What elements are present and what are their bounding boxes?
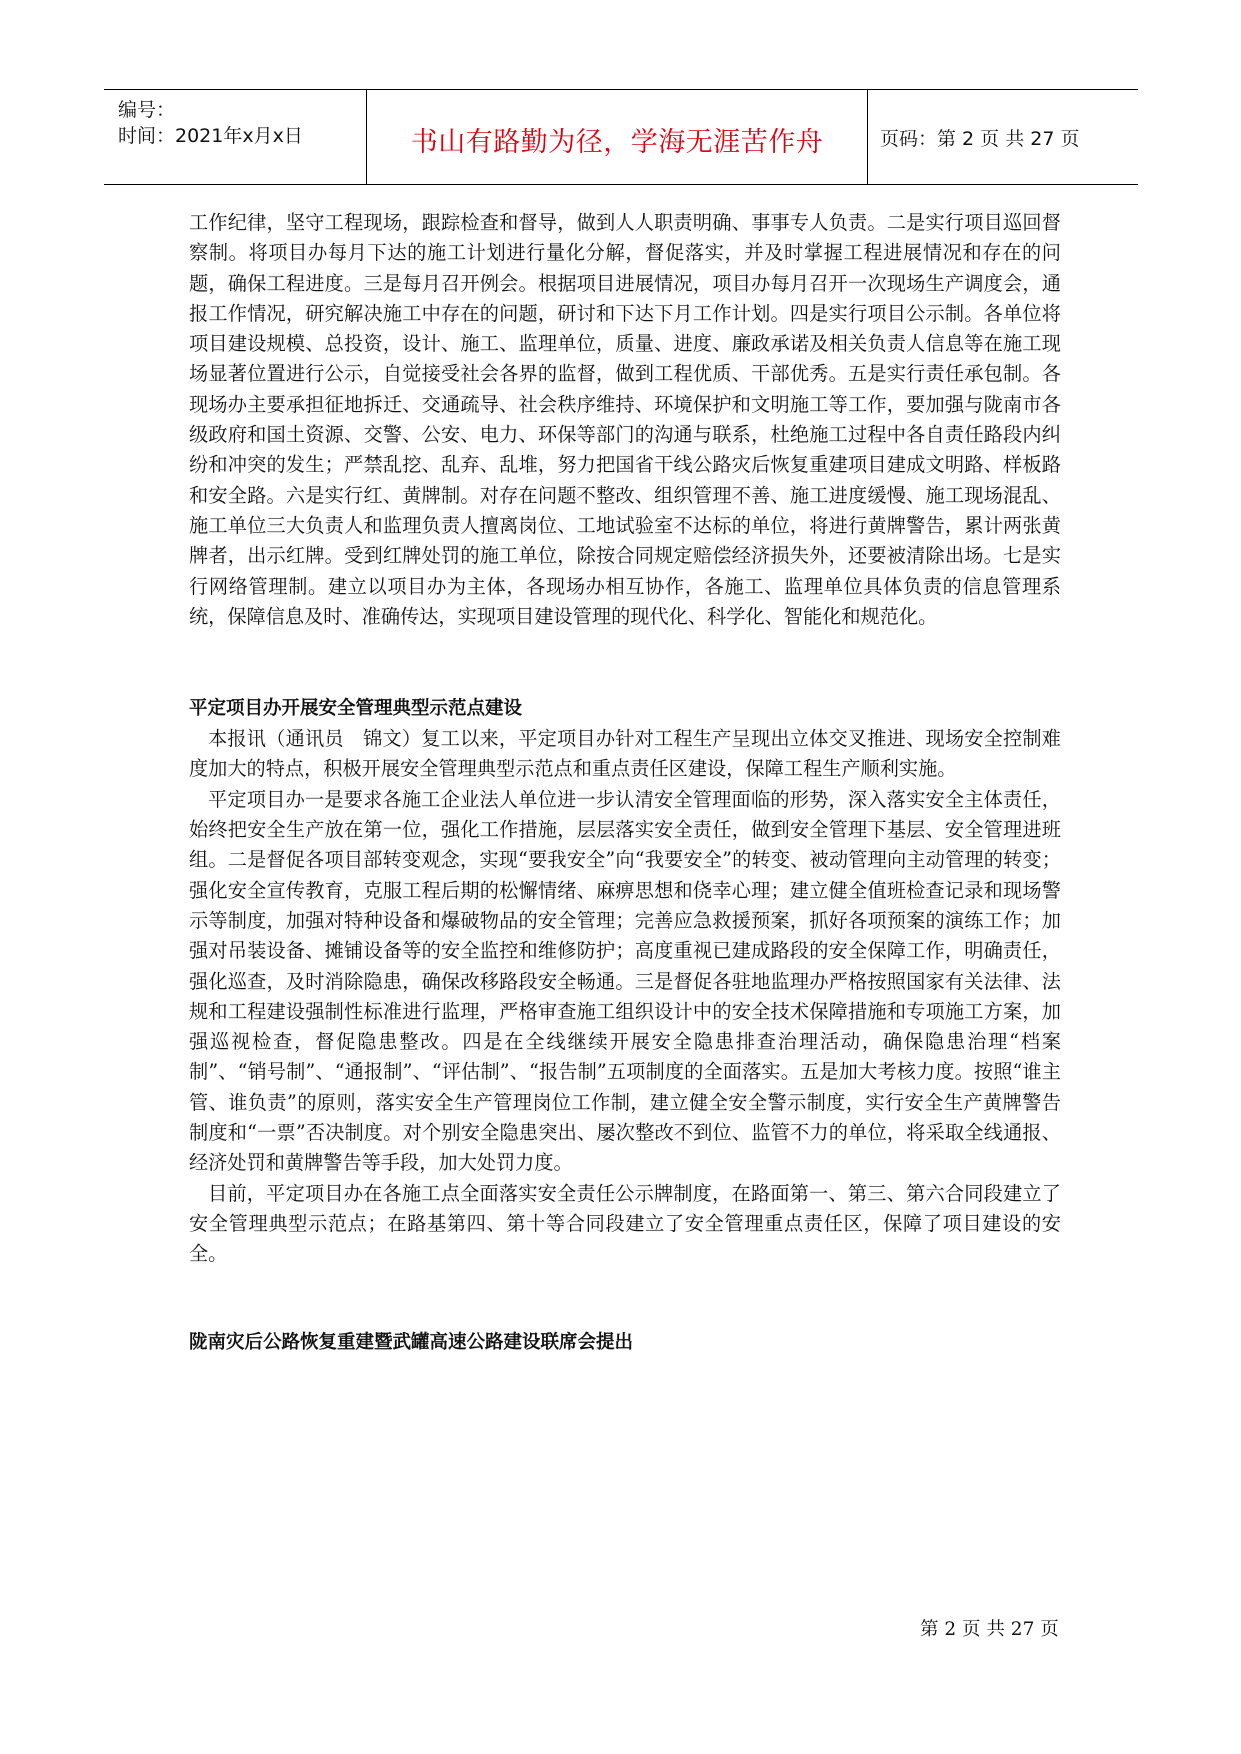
section-spacer (189, 1270, 1061, 1328)
page-footer: 第 2 页 共 27 页 (920, 1619, 1059, 1640)
header-motto-cell (366, 90, 868, 184)
header-meta (104, 90, 366, 184)
article-paragraph: 目前，平定项目办在各施工点全面落实安全责任公示牌制度，在路面第一、第三、第六合同段建立了安全管理典型示范点；在路基第四、第十等合同段建立了安全管理重点责任区，保障了项目建设的安全。 (189, 1181, 1061, 1266)
header-page-cell (868, 90, 1138, 184)
header-page-code: 页码：第 2 页 共 27 页 (880, 128, 1080, 150)
article-paragraph: 平定项目办一是要求各施工企业法人单位进一步认清安全管理面临的形势，深入落实安全主体责任，始终把安全生产放在第一位，强化工作措施，层层落实安全责任，做到安全管理下基层、安全管理进班组。二是督促各项目部转变观念，实现“要我安全”向“我要安全”的转变、被动管理向主动管理的转变；强化安全宣传教育，克服工程后期的松懈情绪、麻痹思想和侥幸心理；建立健全值班检查记录和现场警示等制度，加强对特种设备和爆破物品的安全管理；完善应急救援预案，抓好各项预案的演练工作；加强对吊装设备、摊铺设备等的安全监控和维修防护；高度重视已建成路段的安全保障工作，明确责任，强化巡查，及时消除隐患，确保改移路段安全畅通。三是督促各驻地监理办严格按照国家有关法律、法规和工程建设强制性标准进行监理，严格审查施工组织设计中的安全技术保障措施和专项施工方案，加强巡视检查，督促隐患整改。四是在全线继续开展安全隐患排查治理活动，确保隐患治理“档案制”、“销号制”、“通报制”、“评估制”、“报告制”五项制度的全面落实。五是加大考核力度。按照“谁主管、谁负责”的原则，落实安全生产管理岗位工作制，建立健全安全警示制度，实行安全生产黄牌警告制度和“一票”否决制度。对个别安全隐患突出、屡次整改不到位、监管不力的单位，将采取全线通报、经济处罚和黄牌警告等手段，加大处罚力度。 (189, 787, 1061, 1175)
section-spacer (189, 632, 1061, 694)
article-title: 平定项目办开展安全管理典型示范点建设 (189, 698, 523, 720)
article-title: 陇南灾后公路恢复重建暨武罐高速公路建设联席会提出 (189, 1331, 634, 1353)
header-motto: 书山有路勤为径，学海无涯苦作舟 (410, 127, 824, 158)
number-label: 编号： (118, 99, 176, 121)
continuation-paragraph: 工作纪律，坚守工程现场，跟踪检查和督导，做到人人职责明确、事事专人负责。二是实行项目巡回督察制。将项目办每月下达的施工计划进行量化分解，督促落实，并及时掌握工程进展情况和存在的问题，确保工程进度。三是每月召开例会。根据项目进展情况，项目办每月召开一次现场生产调度会，通报工作情况，研究解决施工中存在的问题，研讨和下达下月工作计划。四是实行项目公示制。各单位将项目建设规模、总投资，设计、施工、监理单位，质量、进度、廉政承诺及相关负责人信息等在施工现场显著位置进行公示，自觉接受社会各界的监督，做到工程优质、干部优秀。五是实行责任承包制。各现场办主要承担征地拆迁、交通疏导、社会秩序维持、环境保护和文明施工等工作，要加强与陇南市各级政府和国土资源、交警、公安、电力、环保等部门的沟通与联系，杜绝施工过程中各自责任路段内纠纷和冲突的发生；严禁乱挖、乱弃、乱堆，努力把国省干线公路灾后恢复重建项目建成文明路、样板路和安全路。六是实行红、黄牌制。对存在问题不整改、组织管理不善、施工进度缓慢、施工现场混乱、施工单位三大负责人和监理负责人擅离岗位、工地试验室不达标的单位，将进行黄牌警告，累计两张黄牌者，出示红牌。受到红牌处罚的施工单位，除按合同规定赔偿经济损失外，还要被清除出场。七是实行网络管理制。建立以项目办为主体，各现场办相互协作，各施工、监理单位具体负责的信息管理系统，保障信息及时、准确传达，实现项目建设管理的现代化、科学化、智能化和规范化。 (189, 211, 1061, 628)
time-label: 时间：2021年x月x日 (118, 125, 303, 147)
page-header (104, 89, 1138, 185)
article-paragraph: 本报讯（通讯员 锦文）复工以来，平定项目办针对工程生产呈现出立体交叉推进、现场安全控制难度加大的特点，积极开展安全管理典型示范点和重点责任区建设，保障工程生产顺利实施。 (189, 727, 1061, 781)
document-body (189, 208, 1061, 1358)
